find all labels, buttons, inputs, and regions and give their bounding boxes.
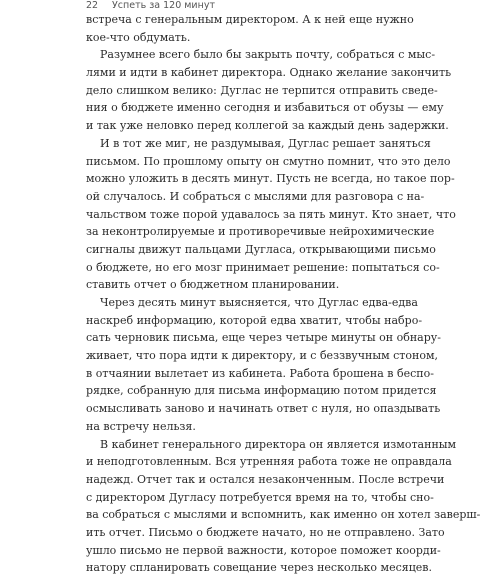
text-line: ставить отчет о бюджетном планировании. <box>86 276 416 294</box>
text-line: чальством тоже порой удавалось за пять минут. Кто знает, что <box>86 206 416 224</box>
paragraph <box>86 436 416 577</box>
text-line: письмом. По прошлому опыту он смутно помнит, что это дело <box>86 153 416 171</box>
running-title: Успеть за 120 минут <box>112 0 215 12</box>
text-line: кое-что обдумать. <box>86 29 416 47</box>
text-line: о бюджете, но его мозг принимает решение: попытаться со- <box>86 259 416 277</box>
text-line: за неконтролируемые и противоречивые нейрохимические <box>86 223 416 241</box>
text-line: с директором Дугласу потребуется время на то, чтобы сно- <box>86 489 416 507</box>
text-line: живает, что пора идти к директору, и с беззвучным стоном, <box>86 347 416 365</box>
text-line: ить отчет. Письмо о бюджете начато, но не отправлено. Зато <box>86 524 416 542</box>
text-line: и так уже неловко перед коллегой за каждый день задержки. <box>86 117 416 135</box>
text-line: можно уложить в десять минут. Пусть не всегда, но такое пор- <box>86 170 416 188</box>
text-line: И в тот же миг, не раздумывая, Дуглас решает заняться <box>86 135 416 153</box>
text-line: натору спланировать совещание через несколько месяцев. <box>86 559 416 577</box>
text-line: в отчаянии вылетает из кабинета. Работа брошена в беспо- <box>86 365 416 383</box>
text-line: осмысливать заново и начинать ответ с нуля, но опаздывать <box>86 400 416 418</box>
text-line: дело слишком велико: Дуглас не терпится отправить сведе- <box>86 82 416 100</box>
paragraph <box>86 135 416 294</box>
text-line: сигналы движут пальцами Дугласа, открывающими письмо <box>86 241 416 259</box>
text-line: ой случалось. И собраться с мыслями для разговора с на- <box>86 188 416 206</box>
text-line: ва собраться с мыслями и вспомнить, как именно он хотел заверш- <box>86 506 416 524</box>
text-line: сать черновик письма, еще через четыре минуты он обнару- <box>86 329 416 347</box>
paragraph <box>86 294 416 436</box>
text-line: Через десять минут выясняется, что Дуглас едва-едва <box>86 294 416 312</box>
text-line: встреча с генеральным директором. А к ней еще нужно <box>86 11 416 29</box>
text-line: ния о бюджете именно сегодня и избавиться от обузы — ему <box>86 99 416 117</box>
paragraph <box>86 11 416 46</box>
text-line: надежд. Отчет так и остался незаконченным. После встречи <box>86 471 416 489</box>
text-line: и неподготовленным. Вся утренняя работа тоже не оправдала <box>86 453 416 471</box>
text-line: ушло письмо не первой важности, которое поможет коорди- <box>86 542 416 560</box>
page-number: 22 <box>86 0 112 12</box>
text-line: В кабинет генерального директора он является измотанным <box>86 436 416 454</box>
text-line: лями и идти в кабинет директора. Однако желание закончить <box>86 64 416 82</box>
paragraph <box>86 46 416 134</box>
text-line: наскреб информацию, которой едва хватит, чтобы набро- <box>86 312 416 330</box>
body-text <box>86 11 416 577</box>
text-line: на встречу нельзя. <box>86 418 416 436</box>
text-line: рядке, собранную для письма информацию потом придется <box>86 382 416 400</box>
text-line: Разумнее всего было бы закрыть почту, собраться с мыс- <box>86 46 416 64</box>
